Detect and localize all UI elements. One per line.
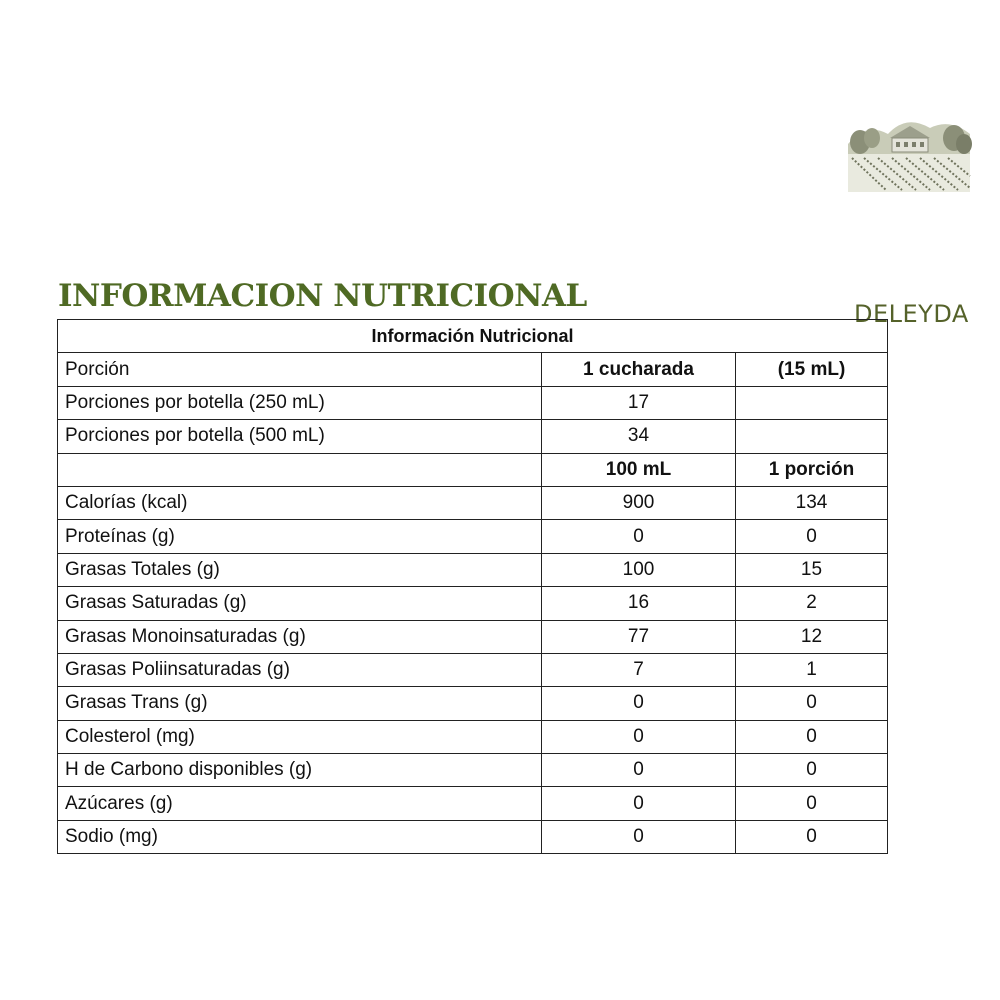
nutrient-per-100ml: 0 <box>542 754 736 787</box>
table-row <box>58 820 888 853</box>
nutrient-label: Grasas Saturadas (g) <box>58 587 542 620</box>
table-title-row <box>58 320 888 353</box>
nutrient-label: Colesterol (mg) <box>58 720 542 753</box>
nutrient-per-portion: 0 <box>736 687 888 720</box>
units-header-100ml: 100 mL <box>542 453 736 486</box>
nutrient-label: Grasas Trans (g) <box>58 687 542 720</box>
nutrient-label: Grasas Monoinsaturadas (g) <box>58 620 542 653</box>
bottle-500-value: 34 <box>542 420 736 453</box>
nutrient-label: H de Carbono disponibles (g) <box>58 754 542 787</box>
nutrient-label: Sodio (mg) <box>58 820 542 853</box>
bottle-250-label: Porciones por botella (250 mL) <box>58 386 542 419</box>
bottle-500-empty <box>736 420 888 453</box>
nutrient-label: Azúcares (g) <box>58 787 542 820</box>
table-row <box>58 520 888 553</box>
nutrient-per-portion: 12 <box>736 620 888 653</box>
table-row <box>58 620 888 653</box>
nutrient-per-portion: 15 <box>736 553 888 586</box>
units-header-portion: 1 porción <box>736 453 888 486</box>
table-row <box>58 420 888 453</box>
nutrient-label: Calorías (kcal) <box>58 486 542 519</box>
nutrient-per-100ml: 0 <box>542 687 736 720</box>
nutrition-table <box>57 319 888 854</box>
nutrient-label: Grasas Poliinsaturadas (g) <box>58 653 542 686</box>
nutrient-per-portion: 134 <box>736 486 888 519</box>
nutrient-label: Proteínas (g) <box>58 520 542 553</box>
portion-size: 1 cucharada <box>542 353 736 386</box>
table-row <box>58 653 888 686</box>
bottle-250-value: 17 <box>542 386 736 419</box>
nutrient-per-portion: 0 <box>736 520 888 553</box>
table-row <box>58 386 888 419</box>
table-row <box>58 587 888 620</box>
bottle-250-empty <box>736 386 888 419</box>
table-row <box>58 687 888 720</box>
table-row <box>58 553 888 586</box>
nutrient-per-100ml: 0 <box>542 820 736 853</box>
nutrient-per-portion: 0 <box>736 754 888 787</box>
nutrient-per-100ml: 900 <box>542 486 736 519</box>
nutrient-per-100ml: 0 <box>542 720 736 753</box>
table-row <box>58 787 888 820</box>
brand-logo <box>846 104 974 328</box>
table-row <box>58 754 888 787</box>
nutrient-per-100ml: 16 <box>542 587 736 620</box>
portion-label: Porción <box>58 353 542 386</box>
table-row <box>58 486 888 519</box>
vineyard-farmhouse-icon <box>846 104 974 194</box>
nutrient-per-100ml: 77 <box>542 620 736 653</box>
nutrient-per-portion: 0 <box>736 720 888 753</box>
units-header-row <box>58 453 888 486</box>
page-title: INFORMACION NUTRICIONAL <box>58 278 587 314</box>
portion-volume: (15 mL) <box>736 353 888 386</box>
nutrient-per-portion: 0 <box>736 787 888 820</box>
portion-row <box>58 353 888 386</box>
table-title: Información Nutricional <box>58 320 888 353</box>
nutrient-per-100ml: 100 <box>542 553 736 586</box>
bottle-500-label: Porciones por botella (500 mL) <box>58 420 542 453</box>
nutrient-per-100ml: 7 <box>542 653 736 686</box>
nutrient-per-portion: 0 <box>736 820 888 853</box>
nutrient-per-100ml: 0 <box>542 520 736 553</box>
nutrient-per-100ml: 0 <box>542 787 736 820</box>
units-header-empty <box>58 453 542 486</box>
nutrient-per-portion: 1 <box>736 653 888 686</box>
nutrient-label: Grasas Totales (g) <box>58 553 542 586</box>
brand-name: DELEYDA <box>854 300 969 328</box>
table-row <box>58 720 888 753</box>
nutrient-per-portion: 2 <box>736 587 888 620</box>
